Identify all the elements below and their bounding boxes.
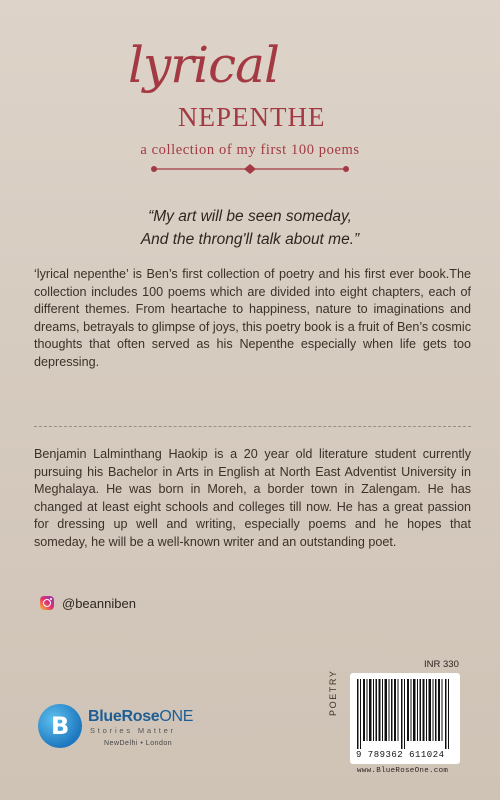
quote-line-2: And the throng'll talk about me.”: [140, 231, 360, 248]
instagram-icon: [40, 596, 54, 610]
publisher-tagline: Stories Matter: [90, 726, 176, 735]
book-title-nepenthe: NEPENTHE: [178, 102, 326, 132]
publisher-name-part2: ONE: [159, 708, 194, 725]
price-label: INR 330: [424, 659, 459, 670]
book-subtitle: a collection of my first 100 poems: [140, 142, 360, 158]
publisher-name-part1: BlueRose: [88, 708, 160, 725]
publisher-cities: NewDelhi • London: [104, 740, 173, 747]
quote-line-1: “My art will be seen someday,: [148, 208, 352, 225]
publisher-website: www.BlueRoseOne.com: [357, 767, 449, 775]
author-bio: Benjamin Lalminthang Haokip is a 20 year old literature student currently pursuing his Bachelor in Arts in English at North East Adventist University in Meghalaya. He was born in Moreh, a border town in Zalengam. He has changed at least eight schools and colleges till now. He has a great passion for dressing up well and writing, especially poems and he hopes that someday, he will be a well-known writer and an outstanding poet.: [34, 447, 471, 549]
publisher-logo-icon: [38, 704, 82, 748]
genre-label: POETRY: [328, 669, 338, 716]
social-handle: [40, 594, 136, 612]
barcode-icon: [357, 679, 453, 749]
book-title-lyrical: lyrical: [128, 36, 279, 94]
pull-quote: [0, 205, 500, 251]
instagram-handle: @beanniben: [62, 595, 136, 611]
section-divider: [34, 426, 471, 427]
title-block: [0, 0, 500, 190]
isbn-barcode: [350, 673, 460, 764]
ornament-divider-icon: [148, 162, 352, 176]
book-blurb: ‘lyrical nepenthe’ is Ben’s first collection of poetry and his first ever book.The collection includes 100 poems which are divided into eight chapters, each of different themes. From heartache to happiness, nature to imaginations and dreams, betrayals to glimpse of joys, this poetry book is a fruit of Ben’s cosmic thoughts that often served as his Nepenthe especially when life gets too depressing.: [34, 267, 471, 369]
logo-letter: B: [51, 712, 70, 740]
publisher-name: [88, 708, 193, 726]
isbn-number: 9 789362 611024: [356, 750, 445, 760]
